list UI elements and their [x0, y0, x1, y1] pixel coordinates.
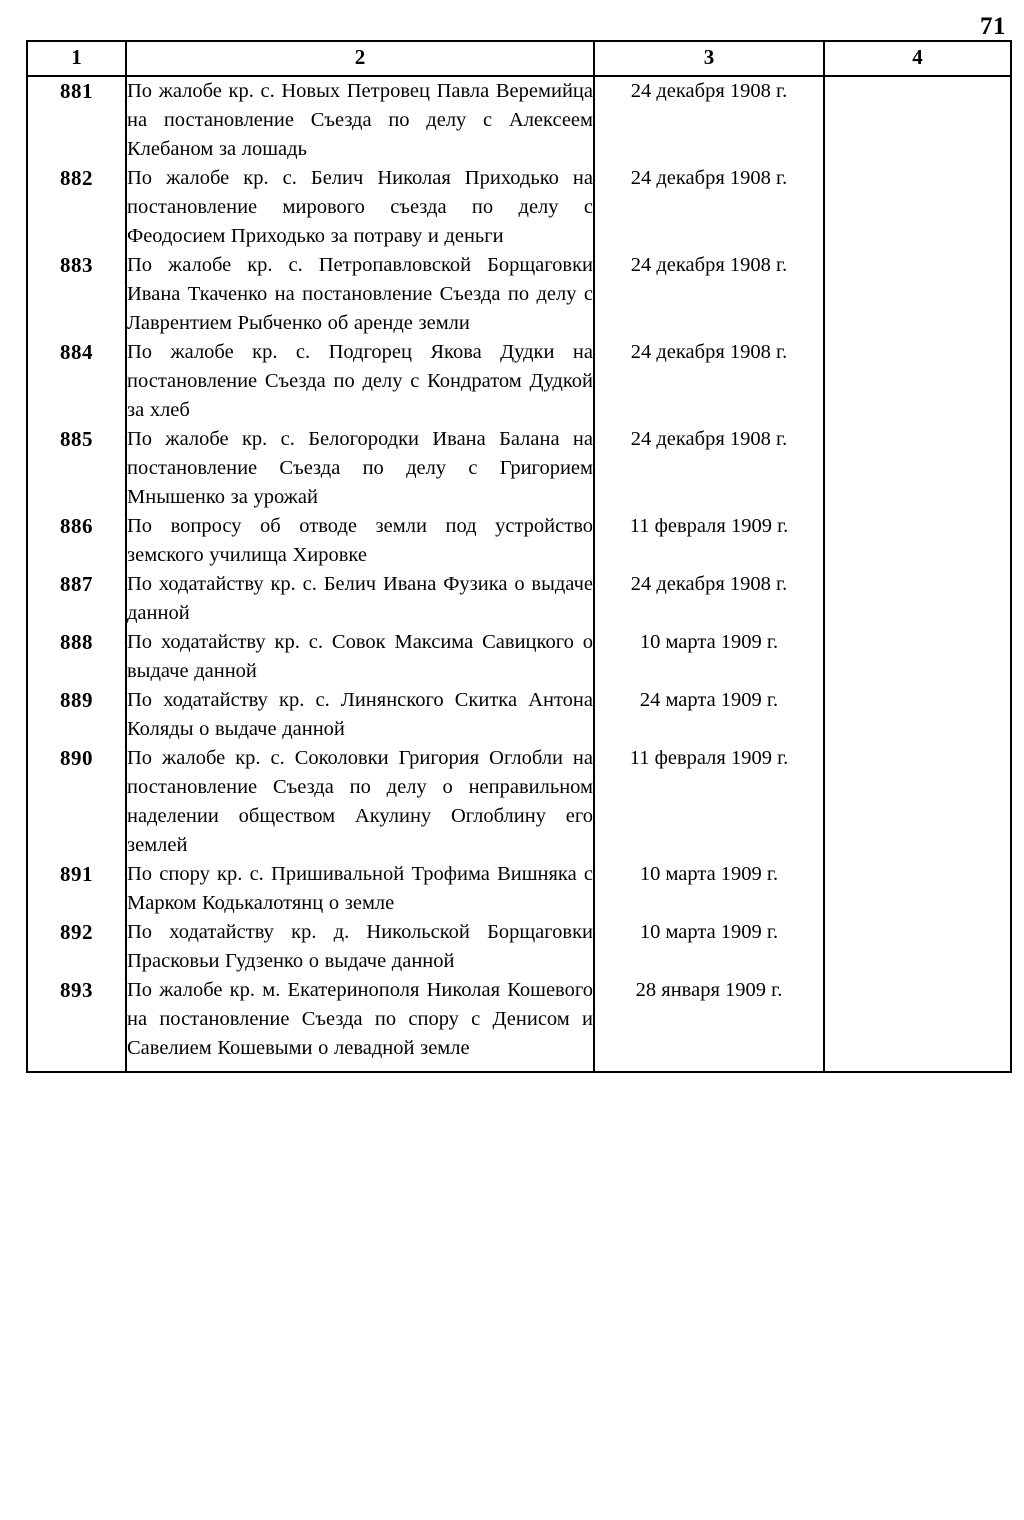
row-description: По спору кр. с. Пришивальной Трофима Вишняка с Марком Кодькалотянц о земле	[126, 860, 594, 918]
row-description: По жалобе кр. с. Петропавловской Борщаговки Ивана Ткаченко на постановление Съезда по делу с Лаврентием Рыбченко об аренде земли	[126, 251, 594, 338]
row-date: 11 февраля 1909 г.	[594, 512, 824, 570]
row-notes	[824, 976, 1011, 1072]
row-date: 24 декабря 1908 г.	[594, 251, 824, 338]
column-header-4: 4	[824, 41, 1011, 76]
row-date: 24 декабря 1908 г.	[594, 76, 824, 164]
row-notes	[824, 628, 1011, 686]
row-notes	[824, 744, 1011, 860]
row-number: 887	[27, 570, 126, 628]
table-row	[27, 628, 1011, 686]
row-number: 881	[27, 76, 126, 164]
table-row	[27, 744, 1011, 860]
row-date: 10 марта 1909 г.	[594, 628, 824, 686]
row-number: 882	[27, 164, 126, 251]
row-notes	[824, 425, 1011, 512]
register-table	[26, 40, 1012, 1073]
row-notes	[824, 570, 1011, 628]
row-notes	[824, 338, 1011, 425]
row-notes	[824, 918, 1011, 976]
row-notes	[824, 686, 1011, 744]
table-row	[27, 251, 1011, 338]
column-header-3: 3	[594, 41, 824, 76]
table-row	[27, 512, 1011, 570]
table-row	[27, 860, 1011, 918]
table-row	[27, 570, 1011, 628]
row-date: 11 февраля 1909 г.	[594, 744, 824, 860]
row-description: По ходатайству кр. д. Никольской Борщаговки Прасковьи Гудзенко о выдаче данной	[126, 918, 594, 976]
row-date: 10 марта 1909 г.	[594, 918, 824, 976]
row-description: По ходатайству кр. с. Линянского Скитка Антона Коляды о выдаче данной	[126, 686, 594, 744]
row-number: 893	[27, 976, 126, 1072]
row-description: По ходатайству кр. с. Белич Ивана Фузика о выдаче данной	[126, 570, 594, 628]
row-notes	[824, 512, 1011, 570]
table-row	[27, 425, 1011, 512]
row-notes	[824, 860, 1011, 918]
row-number: 886	[27, 512, 126, 570]
row-number: 883	[27, 251, 126, 338]
row-description: По вопросу об отводе земли под устройство земского училища Хировке	[126, 512, 594, 570]
row-number: 891	[27, 860, 126, 918]
row-date: 24 декабря 1908 г.	[594, 338, 824, 425]
row-description: По жалобе кр. с. Белогородки Ивана Балана на постановление Съезда по делу с Григорием Мнышенко за урожай	[126, 425, 594, 512]
row-date: 24 декабря 1908 г.	[594, 164, 824, 251]
table-row	[27, 976, 1011, 1072]
row-number: 884	[27, 338, 126, 425]
row-notes	[824, 76, 1011, 164]
page-number: 71	[980, 13, 1006, 40]
column-header-1: 1	[27, 41, 126, 76]
row-number: 885	[27, 425, 126, 512]
row-description: По жалобе кр. с. Белич Николая Приходько на постановление мирового съезда по делу с Феодосием Приходько за потраву и деньги	[126, 164, 594, 251]
row-description: По жалобе кр. с. Подгорец Якова Дудки на постановление Съезда по делу с Кондратом Дудкой за хлеб	[126, 338, 594, 425]
row-description: По жалобе кр. с. Соколовки Григория Оглобли на постановление Съезда по делу о неправильном наделении обществом Акулину Оглоблину его землей	[126, 744, 594, 860]
row-date: 28 января 1909 г.	[594, 976, 824, 1072]
table-row	[27, 76, 1011, 164]
row-description: По жалобе кр. с. Новых Петровец Павла Веремийца на постановление Съезда по делу с Алексеем Клебаном за лошадь	[126, 76, 594, 164]
table-row	[27, 918, 1011, 976]
row-description: По ходатайству кр. с. Совок Максима Савицкого о выдаче данной	[126, 628, 594, 686]
row-notes	[824, 251, 1011, 338]
row-number: 889	[27, 686, 126, 744]
column-header-2: 2	[126, 41, 594, 76]
row-number: 890	[27, 744, 126, 860]
table-body	[27, 76, 1011, 1072]
row-description: По жалобе кр. м. Екатеринополя Николая Кошевого на постановление Съезда по спору с Денисом и Савелием Кошевыми о левадной земле	[126, 976, 594, 1072]
row-number: 892	[27, 918, 126, 976]
table-row	[27, 164, 1011, 251]
row-number: 888	[27, 628, 126, 686]
table-row	[27, 686, 1011, 744]
table-header-row	[27, 41, 1011, 76]
row-date: 10 марта 1909 г.	[594, 860, 824, 918]
table-row	[27, 338, 1011, 425]
row-date: 24 декабря 1908 г.	[594, 570, 824, 628]
table-header	[27, 41, 1011, 76]
row-notes	[824, 164, 1011, 251]
row-date: 24 декабря 1908 г.	[594, 425, 824, 512]
row-date: 24 марта 1909 г.	[594, 686, 824, 744]
